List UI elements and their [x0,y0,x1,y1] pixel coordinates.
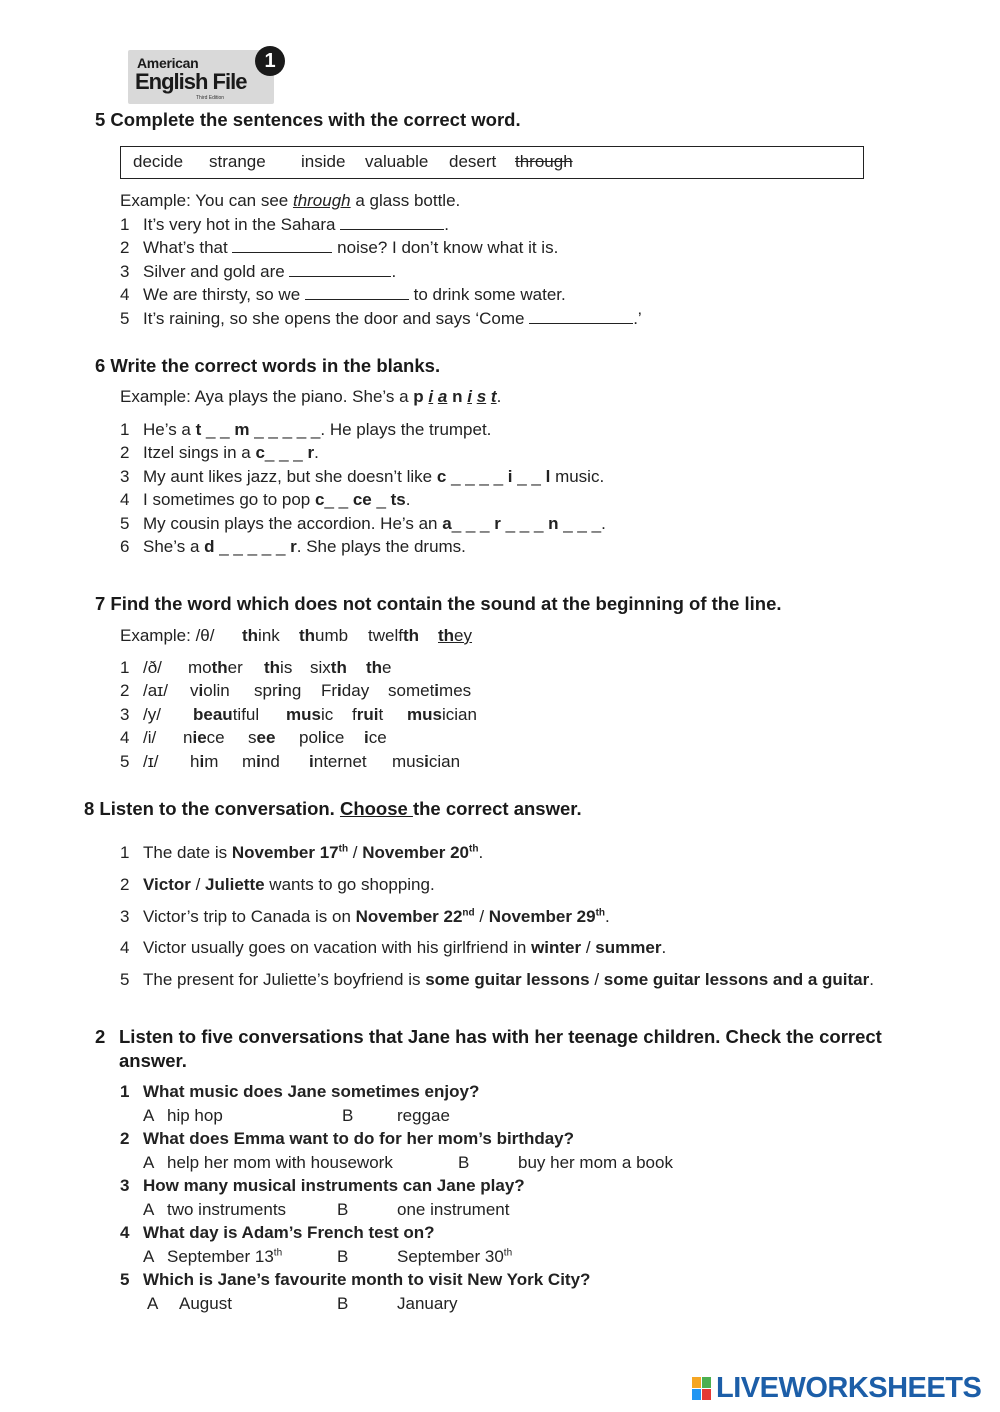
section-5-heading: 5 Complete the sentences with the correct word. [95,109,521,130]
word-option[interactable]: niece [183,728,225,747]
example-text: . [496,387,502,406]
s8-item-4 [120,938,667,958]
s2-question-4: 4 What day is Adam’s French test on? [120,1223,435,1242]
answer-blank[interactable] [232,238,332,253]
item-number: 3 [120,705,130,724]
s7-item-3 [120,705,477,725]
clue-letter: c [436,467,447,486]
s2-q3-option-b[interactable]: B one instrument [337,1200,510,1219]
word-option[interactable]: spring [254,681,302,700]
item-number: 1 [120,658,130,677]
item-text: I sometimes go to pop [143,490,315,509]
s7-item-5 [120,752,461,772]
clue-letter: n [548,514,559,533]
s6-item-6[interactable] [120,537,466,557]
s2-question-3: 3 How many musical instruments can Jane play? [120,1176,525,1195]
clue-letter: l [545,467,551,486]
s6-item-1[interactable] [120,420,492,440]
item-number: 5 [120,309,130,328]
item-text: . [314,443,319,462]
s6-item-3[interactable] [120,467,605,487]
section-2-number: 2 [95,1026,106,1047]
s8-item-2 [120,875,435,895]
item-text: He’s a [143,420,196,439]
item-text: _ _ [324,490,353,509]
logo-edition: Third Edition [196,95,225,101]
item-text: _ _ _ [451,514,495,533]
example-letter: i [467,387,472,406]
clue-letter: r [290,537,297,556]
item-text: What’s that [143,238,233,257]
word-option[interactable]: sixth [310,658,347,677]
s5-item-3 [120,262,397,282]
example-word: think [242,626,280,645]
clue-letter: r [494,514,501,533]
item-text: _ _ [512,467,546,486]
item-number: 3 [120,262,130,281]
item-text: wants to go shopping. [264,875,435,894]
word-box-item: valuable [365,152,429,171]
s5-item-5 [120,309,642,329]
example-letter: n [452,387,463,406]
answer-option[interactable]: November 29th [488,907,606,926]
answer-option[interactable]: Juliette [205,875,265,894]
s2-q4-option-a[interactable]: A September 13th [143,1247,283,1266]
s2-q1-option-b[interactable]: B reggae [342,1106,450,1125]
clue-letter: c [314,490,325,509]
answer-option[interactable]: November 20th [362,843,479,862]
clue-letter: i [507,467,513,486]
item-number: 2 [120,238,130,257]
item-number: 4 [120,938,130,957]
s5-item-4 [120,285,566,305]
item-text: _ _ _ _ [446,467,508,486]
item-number: 5 [120,514,130,533]
s7-item-1 [120,658,392,678]
separator: / [474,907,489,926]
item-text: noise? I don’t know what it is. [332,238,559,257]
liveworksheets-brand: LIVEWORKSHEETS [716,1372,982,1404]
item-number: 2 [120,875,130,894]
s6-item-4[interactable] [120,490,411,510]
item-number: 2 [120,681,130,700]
s2-q5-option-b[interactable]: B January [337,1294,458,1313]
section-2-heading-line1: Listen to five conversations that Jane has with her teenage children. Check the correct [119,1026,882,1047]
word-option[interactable]: musician [407,705,477,724]
s7-item-4 [120,728,387,748]
item-number: 3 [120,467,130,486]
s2-q4-option-b[interactable]: B September 30th [337,1247,513,1266]
heading-text: Choose [339,798,413,819]
example-letter: i [428,387,434,406]
example-letter: t [490,387,497,406]
word-option[interactable]: Friday [321,681,370,700]
answer-blank[interactable] [340,215,444,230]
example-letter: p [413,387,424,406]
item-number: 2 [120,443,130,462]
item-number: 3 [120,907,130,926]
example-letter: a [437,387,448,406]
word-box [120,146,864,179]
word-box-item: decide [133,152,184,171]
word-option[interactable]: sometimes [388,681,472,700]
section-7-example [120,626,473,646]
word-option[interactable]: fruit [352,705,384,724]
sound-symbol: /ð/ [143,658,162,677]
section-7-heading: 7 Find the word which does not contain the sound at the beginning of the line. [95,593,782,614]
item-text: _ _ _ _ _. He plays the trumpet. [249,420,492,439]
s5-item-1 [120,215,449,235]
separator: / [581,938,596,957]
answer-option[interactable]: November 17th [231,843,349,862]
section-2-heading-line2: answer. [119,1050,187,1071]
example-answer: through [292,191,351,210]
answer-option[interactable]: November 22nd [355,907,475,926]
word-option[interactable]: mother [188,658,243,677]
sound-symbol: /i/ [143,728,157,747]
item-text: Silver and gold are [143,262,290,281]
word-option[interactable]: violin [190,681,230,700]
item-text: _ _ _ _ _ [214,537,291,556]
example-answer: they [438,626,473,645]
item-text: _ _ _ [500,514,549,533]
answer-blank[interactable] [529,309,633,324]
item-text: _ [371,490,391,509]
item-text: . [444,215,449,234]
item-text: . [405,490,411,509]
item-text: _ _ _. [558,514,606,533]
item-number: 1 [120,420,130,439]
item-text: We are thirsty, so we [143,285,305,304]
logo-number: 1 [255,46,285,76]
item-text: to drink some water. [408,285,566,304]
sound-symbol: /y/ [143,705,161,724]
s2-q2-option-a[interactable]: A help her mom with housework [143,1153,393,1172]
word-box-item: desert [449,152,497,171]
sound-symbol: /ɪ/ [143,752,159,771]
s2-q1-option-a[interactable]: A hip hop [143,1106,223,1125]
separator: / [348,843,363,862]
item-number: 6 [120,537,130,556]
word-option[interactable]: the [366,658,392,677]
word-option[interactable]: him [190,752,219,771]
item-number: 1 [120,215,130,234]
word-option[interactable]: see [248,728,276,747]
section-8-heading [84,798,582,820]
heading-text: 8 Listen to the conversation. [84,798,340,819]
item-text: _ _ [201,420,235,439]
item-text: My cousin plays the accordion. He’s an [143,514,443,533]
s8-item-3 [120,907,610,927]
clue-letter: ts [390,490,406,509]
clue-letter: c [255,443,265,462]
clue-letter: r [307,443,315,462]
separator: / [190,875,206,894]
item-text: .’ [633,309,642,328]
s2-q5-option-a[interactable]: A August [147,1294,232,1313]
answer-option[interactable]: Victor [143,875,191,894]
sound-symbol: /aɪ/ [143,681,168,700]
clue-letter: ce [352,490,372,509]
word-option[interactable]: musician [392,752,461,771]
item-number: 4 [120,285,130,304]
item-number: 5 [120,752,130,771]
logo-line1: American [137,55,199,71]
word-box-item: inside [301,152,346,171]
clue-letter: m [234,420,250,439]
word-option[interactable]: ice [364,728,387,747]
item-text: Itzel sings in a [143,443,256,462]
word-box-item-used: through [515,152,573,171]
s2-q2-option-b[interactable]: B buy her mom a book [458,1153,673,1172]
word-option[interactable]: mind [242,752,280,771]
separator: / [589,970,604,989]
answer-option[interactable]: winter [531,938,582,957]
item-text: It’s raining, so she opens the door and says ‘Come [143,309,530,328]
heading-text: the correct answer. [412,798,582,819]
answer-blank[interactable] [289,262,391,277]
clue-letter: d [204,537,215,556]
example-letter: s [476,387,487,406]
example-word: twelfth [368,626,420,645]
item-number: 4 [120,728,130,747]
item-text: . [391,262,397,281]
s8-item-5 [120,970,874,990]
item-text: The date is [143,843,232,862]
item-text: . She plays the drums. [296,537,466,556]
answer-blank[interactable] [305,285,409,300]
word-option[interactable]: police [299,728,345,747]
section-6-example [120,387,501,407]
s2-question-5: 5 Which is Jane’s favourite month to visit New York City? [120,1270,591,1289]
item-text: . [869,970,874,989]
word-option[interactable]: this [264,658,293,677]
s6-item-2[interactable] [120,443,319,463]
s2-q3-option-a[interactable]: A two instruments [143,1200,287,1219]
item-text: Victor’s trip to Canada is on [143,907,356,926]
item-number: 4 [120,490,130,509]
word-option[interactable]: internet [309,752,367,771]
example-text: a glass bottle. [350,191,461,210]
item-text: She’s a [143,537,205,556]
logo-line2: English File [135,69,247,94]
clue-letter: a [442,514,452,533]
s6-item-5[interactable] [120,514,606,534]
item-text: It’s very hot in the Sahara [143,215,341,234]
example-text: Example: You can see [120,191,293,210]
item-number: 5 [120,970,130,989]
answer-option[interactable]: some guitar lessons [425,970,590,989]
liveworksheets-logo-icon [692,1377,712,1401]
s5-item-2 [120,238,559,258]
answer-option[interactable]: some guitar lessons and a guitar [603,970,870,989]
item-text: . [605,907,610,926]
s8-item-1 [120,843,484,863]
example-text: Example: Aya plays the piano. She’s a [120,387,414,406]
s2-question-2: 2 What does Emma want to do for her mom’s birthday? [120,1129,575,1148]
item-text: My aunt likes jazz, but she doesn’t like [143,467,437,486]
american-english-file-logo [128,50,274,104]
word-option[interactable]: beautiful [193,705,260,724]
item-text: . [661,938,667,957]
section-5-example [120,191,460,211]
s2-question-1: 1 What music does Jane sometimes enjoy? [120,1082,480,1101]
item-number: 1 [120,843,130,862]
clue-letter: t [195,420,202,439]
answer-option[interactable]: summer [595,938,662,957]
example-word: thumb [299,626,349,645]
s7-item-2 [120,681,472,701]
word-option[interactable]: music [286,705,334,724]
item-text: . [478,843,484,862]
item-text: The present for Juliette’s boyfriend is [143,970,426,989]
item-text: _ _ _ [264,443,308,462]
word-box-item: strange [209,152,266,171]
item-text: Victor usually goes on vacation with his girlfriend in [143,938,532,957]
section-6-heading: 6 Write the correct words in the blanks. [95,355,441,376]
item-text: music. [550,467,605,486]
example-text: Example: /θ/ [120,626,215,645]
